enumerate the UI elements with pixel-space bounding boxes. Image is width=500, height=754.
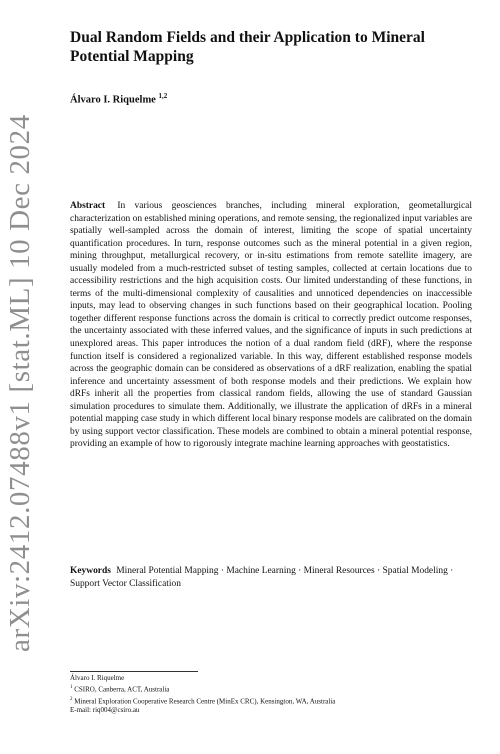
abstract-label: Abstract: [70, 201, 106, 211]
footnote-affiliation-2-text: Mineral Exploration Cooperative Research Centre (MinEx CRC), Kensington, WA, Australia: [74, 697, 336, 706]
footnote-affiliation-1-text: CSIRO, Canberra, ACT, Australia: [74, 685, 170, 694]
abstract-text: In various geosciences branches, including mineral exploration, geometallurgical characterization on established mining operations, and remote sensing, the regionalized input variables are spatially well-sampled across the domain of interest, limiting the scope of spatial uncertainty quantification procedures. In turn, response outcomes such as the mineral potential in a given region, mining throughput, metallurgical recovery, or in-situ estimations from remote satellite imagery, are usually modeled from a much-restricted subset of testing samples, collected at certain locations due to accessibility restrictions and the high acquisition costs. Our limited understanding of these functions, in terms of the multi-dimensional complexity of causalities and unnoticed dependencies on inaccessible inputs, may lead to observing changes in such functions based on their geographical location. Pooling together different response functions across the domain is critical to correctly predict outcome responses, the uncertainty associated with these inferred values, and the significance of inputs in such predictions at unexplored areas. This paper introduces the notion of a dual random field (dRF), where the response function itself is considered a regionalized variable. In this way, different established response models across the geographic domain can be considered as observations of a dRF realization, enabling the spatial inference and uncertainty assessment of both response models and their predictions. We explain how dRFs inherit all the properties from classical random fields, allowing the use of standard Gaussian simulation procedures to simulate them. Additionally, we illustrate the application of dRFs in a mineral potential mapping case study in which different local binary response models are calibrated on the domain by using support vector classification. These models are combined to obtain a mineral potential response, providing an example of how to rigorously integrate machine learning approaches with geostatistics.: [70, 201, 473, 450]
keywords-block: [70, 565, 472, 590]
footnote-divider: [70, 671, 198, 672]
author-name: Álvaro I. Riquelme: [70, 94, 156, 106]
keywords-text: Mineral Potential Mapping · Machine Learning · Mineral Resources · Spatial Modeling · Support Vector Classification: [70, 566, 454, 589]
paper-title: Dual Random Fields and their Application to Mineral Potential Mapping: [70, 29, 425, 65]
footnote-email: E-mail: riq004@csiro.au: [70, 706, 140, 715]
footnote-affiliation-1: [70, 683, 480, 695]
arxiv-side-stamp: arXiv:2412.07488v1 [stat.ML] 10 Dec 2024: [4, 114, 36, 652]
footnote-author: Álvaro I. Riquelme: [70, 674, 125, 682]
footnote-mark-1: 1: [70, 685, 73, 691]
footnote-affiliation-2: [70, 695, 480, 707]
footnote-mark-2: 2: [70, 696, 73, 702]
abstract-block: [70, 200, 472, 451]
keywords-label: Keywords: [70, 566, 111, 576]
author-line: [70, 92, 167, 106]
author-affiliation-marks: 1,2: [158, 92, 168, 100]
footnotes: [70, 674, 480, 715]
